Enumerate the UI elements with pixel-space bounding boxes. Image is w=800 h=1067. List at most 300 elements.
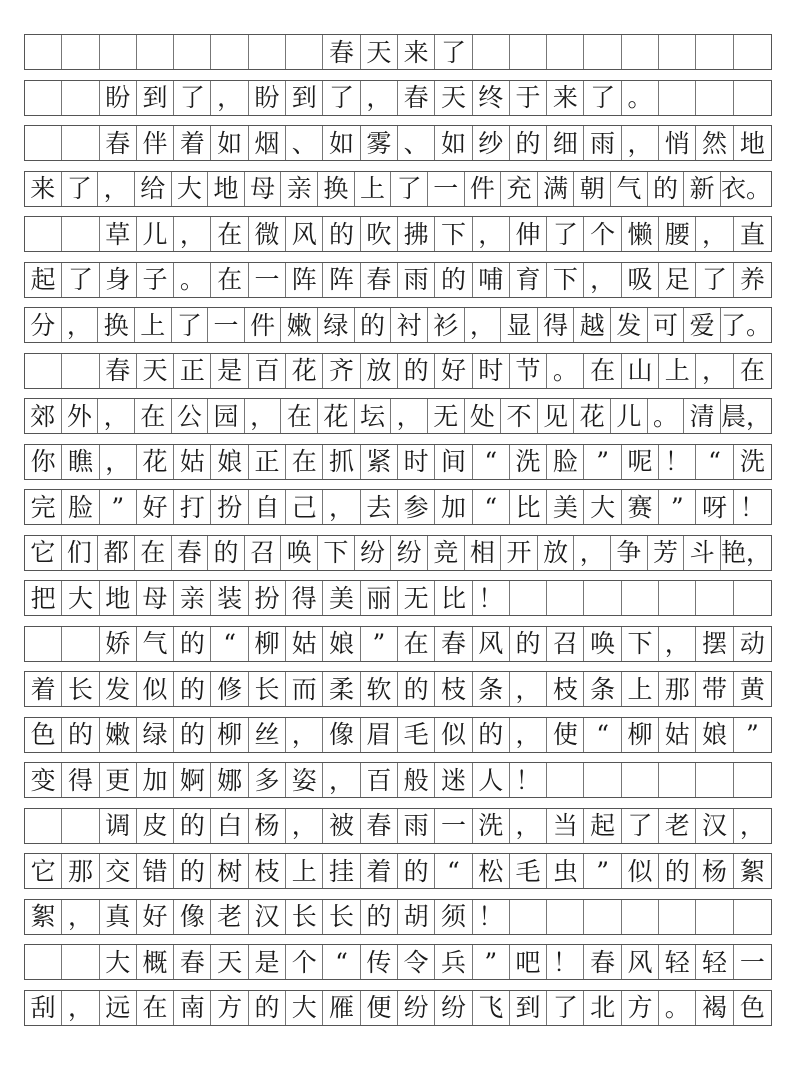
text-row <box>24 535 772 571</box>
grid-cell: 直 <box>739 219 765 249</box>
grid-cell: 育 <box>510 263 547 297</box>
text-row <box>24 762 772 798</box>
grid-cell: 拂 <box>398 217 435 251</box>
grid-cell: 错 <box>137 854 174 888</box>
grid-cell <box>62 627 99 661</box>
grid-cell: ， <box>62 900 99 934</box>
grid-cell: 上 <box>286 854 323 888</box>
grid-cell: ” <box>361 627 398 661</box>
grid-cell: 了 <box>62 172 99 206</box>
grid-cell: 像 <box>323 718 360 752</box>
grid-cell: 悄 <box>659 126 696 160</box>
grid-cell: 好 <box>137 490 174 524</box>
grid-cell: 春 <box>361 809 398 843</box>
grid-cell: 百 <box>249 354 286 388</box>
grid-cell: 变 <box>25 763 62 797</box>
grid-cell <box>62 126 99 160</box>
grid-cell <box>584 35 621 69</box>
grid-cell: 软 <box>361 672 398 706</box>
grid-cell: 的 <box>174 627 211 661</box>
grid-cell: 的 <box>174 718 211 752</box>
grid-cell: 着 <box>361 854 398 888</box>
grid-cell: 的 <box>323 217 360 251</box>
grid-cell: 外 <box>62 399 99 433</box>
grid-cell: 大 <box>286 991 323 1025</box>
grid-cell: 天 <box>361 35 398 69</box>
grid-cell: 是 <box>211 354 248 388</box>
grid-cell: 如 <box>435 126 472 160</box>
grid-cell <box>547 900 584 934</box>
grid-cell: 在 <box>398 627 435 661</box>
grid-cell: 正 <box>249 445 286 479</box>
grid-cell: 天 <box>435 81 472 115</box>
grid-cell: 上 <box>355 172 392 206</box>
grid-cell: 纱 <box>473 126 510 160</box>
grid-cell: 纷 <box>435 991 472 1025</box>
grid-cell: 腰 <box>659 217 696 251</box>
grid-cell <box>62 945 99 979</box>
grid-cell: “ <box>473 445 510 479</box>
grid-cell: 正 <box>174 354 211 388</box>
grid-cell: 的 <box>659 854 696 888</box>
grid-cell: “ <box>584 718 621 752</box>
grid-cell: ， <box>465 308 502 342</box>
grid-cell <box>547 35 584 69</box>
grid-cell: 雨 <box>398 263 435 297</box>
grid-cell: 那 <box>62 854 99 888</box>
grid-cell: 完 <box>25 490 62 524</box>
grid-cell: 似 <box>622 854 659 888</box>
grid-cell: 毛 <box>510 854 547 888</box>
grid-cell: 被 <box>323 809 360 843</box>
grid-cell <box>25 217 62 251</box>
grid-cell <box>696 581 733 615</box>
grid-cell: 上 <box>659 354 696 388</box>
grid-cell: 老 <box>211 900 248 934</box>
grid-cell: 山 <box>622 354 659 388</box>
grid-cell: 修 <box>211 672 248 706</box>
grid-cell: ， <box>323 490 360 524</box>
grid-cell: 杨 <box>249 809 286 843</box>
grid-cell: ， <box>574 536 611 570</box>
text-row <box>24 808 772 844</box>
grid-cell: 时 <box>398 445 435 479</box>
grid-cell: 如 <box>211 126 248 160</box>
grid-cell: 人 <box>473 763 510 797</box>
grid-cell: 了 <box>696 263 733 297</box>
grid-cell: 件 <box>465 172 502 206</box>
grid-cell: 白 <box>211 809 248 843</box>
grid-cell: 无 <box>428 399 465 433</box>
grid-cell: 烟 <box>249 126 286 160</box>
grid-cell: 枝 <box>547 672 584 706</box>
grid-cell: ， <box>98 399 135 433</box>
grid-cell <box>696 900 733 934</box>
grid-cell: 更 <box>100 763 137 797</box>
grid-cell: 亲 <box>174 581 211 615</box>
grid-cell: ， <box>510 672 547 706</box>
grid-cell: 不 <box>501 399 538 433</box>
text-row <box>24 171 772 207</box>
grid-cell: 婀 <box>174 763 211 797</box>
grid-cell: 松 <box>473 854 510 888</box>
grid-cell: 令 <box>398 945 435 979</box>
grid-cell: 春 <box>361 263 398 297</box>
grid-cell: 齐 <box>323 354 360 388</box>
grid-cell: 换 <box>98 308 135 342</box>
grid-cell: 唤 <box>584 627 621 661</box>
text-row <box>24 444 772 480</box>
grid-cell: 的 <box>398 672 435 706</box>
grid-cell <box>25 81 62 115</box>
grid-cell: 唤 <box>281 536 318 570</box>
grid-cell: ” <box>745 720 759 749</box>
grid-cell <box>696 35 733 69</box>
grid-cell: 赛 <box>622 490 659 524</box>
grid-cell <box>174 35 211 69</box>
grid-cell <box>473 35 510 69</box>
grid-cell: 丽 <box>361 581 398 615</box>
grid-cell: 絮 <box>739 856 765 886</box>
grid-cell: 公 <box>172 399 209 433</box>
grid-cell: 吹 <box>361 217 398 251</box>
grid-cell: 吧 <box>510 945 547 979</box>
grid-cell: 纷 <box>355 536 392 570</box>
grid-cell: 召 <box>547 627 584 661</box>
grid-cell: 装 <box>211 581 248 615</box>
text-row <box>24 216 772 252</box>
grid-cell: 了 <box>435 35 472 69</box>
grid-cell: 朝 <box>574 172 611 206</box>
grid-cell: 下 <box>435 217 472 251</box>
grid-cell: 色 <box>739 993 765 1022</box>
grid-cell: 挂 <box>323 854 360 888</box>
grid-cell: 大 <box>62 581 99 615</box>
grid-cell: 的 <box>510 627 547 661</box>
grid-cell: 懒 <box>622 217 659 251</box>
grid-cell: 春 <box>584 945 621 979</box>
text-row <box>24 307 772 343</box>
grid-cell <box>286 35 323 69</box>
grid-cell: 的 <box>435 263 472 297</box>
grid-cell: 在 <box>281 399 318 433</box>
grid-cell: 柔 <box>323 672 360 706</box>
grid-cell <box>25 627 62 661</box>
grid-cell: 抓 <box>323 445 360 479</box>
grid-cell: 在 <box>211 263 248 297</box>
grid-cell: 的 <box>62 718 99 752</box>
grid-cell: 交 <box>100 854 137 888</box>
grid-cell: 放 <box>538 536 575 570</box>
grid-cell: 虫 <box>547 854 584 888</box>
grid-cell: 微 <box>249 217 286 251</box>
grid-cell: 艳， <box>720 538 771 567</box>
grid-cell: 爱 <box>684 308 721 342</box>
grid-cell: 的 <box>174 854 211 888</box>
grid-cell: 一 <box>428 172 465 206</box>
grid-cell: 的 <box>355 308 392 342</box>
grid-cell: ！ <box>659 445 696 479</box>
grid-cell: 毛 <box>398 718 435 752</box>
grid-cell: 天 <box>211 945 248 979</box>
grid-cell: 比 <box>435 581 472 615</box>
grid-cell: 发 <box>611 308 648 342</box>
grid-cell: 时 <box>473 354 510 388</box>
grid-cell: 刮 <box>25 991 62 1025</box>
grid-cell: 传 <box>361 945 398 979</box>
grid-cell: 坛 <box>355 399 392 433</box>
grid-cell: 一 <box>249 263 286 297</box>
grid-cell: 充 <box>501 172 538 206</box>
grid-cell: 亲 <box>281 172 318 206</box>
grid-cell: 美 <box>547 490 584 524</box>
grid-cell: 的 <box>510 126 547 160</box>
grid-cell: 的 <box>361 900 398 934</box>
grid-cell: 似 <box>435 718 472 752</box>
grid-cell: 把 <box>25 581 62 615</box>
grid-cell: 娘 <box>696 718 733 752</box>
grid-cell: 上 <box>622 672 659 706</box>
grid-cell: 起 <box>25 263 62 297</box>
grid-cell: 是 <box>249 945 286 979</box>
grid-cell: 在 <box>739 356 765 385</box>
grid-cell: 调 <box>100 809 137 843</box>
grid-cell: 娘 <box>323 627 360 661</box>
grid-cell <box>622 763 659 797</box>
grid-cell <box>25 35 62 69</box>
grid-cell: 呀 <box>696 490 733 524</box>
grid-cell: 洗 <box>510 445 547 479</box>
grid-cell: 比 <box>510 490 547 524</box>
grid-cell: 真 <box>100 900 137 934</box>
grid-cell: 阵 <box>323 263 360 297</box>
grid-cell: 在 <box>135 399 172 433</box>
grid-cell: 柳 <box>211 718 248 752</box>
grid-cell: 花 <box>286 354 323 388</box>
grid-cell: 多 <box>249 763 286 797</box>
grid-cell: 间 <box>435 445 472 479</box>
grid-cell: 洗 <box>473 809 510 843</box>
grid-cell: 来 <box>398 35 435 69</box>
grid-cell: 扮 <box>211 490 248 524</box>
title-row <box>24 34 772 70</box>
grid-cell <box>659 763 696 797</box>
grid-cell: 春 <box>435 627 472 661</box>
grid-cell: 风 <box>473 627 510 661</box>
grid-cell: 得 <box>62 763 99 797</box>
grid-cell <box>659 900 696 934</box>
grid-cell: 到 <box>510 991 547 1025</box>
grid-cell: 处 <box>465 399 502 433</box>
grid-cell: 绿 <box>318 308 355 342</box>
grid-cell <box>547 763 584 797</box>
grid-cell: 杨 <box>696 854 733 888</box>
grid-cell: 的 <box>648 172 685 206</box>
grid-cell: 姑 <box>286 627 323 661</box>
grid-cell: 相 <box>465 536 502 570</box>
grid-cell: 终 <box>473 81 510 115</box>
grid-cell <box>211 35 248 69</box>
grid-cell: 都 <box>98 536 135 570</box>
grid-cell: 春 <box>174 945 211 979</box>
grid-cell: 好 <box>137 900 174 934</box>
grid-cell: 轻 <box>696 945 733 979</box>
grid-cell: 着 <box>174 126 211 160</box>
grid-cell: “ <box>211 627 248 661</box>
grid-cell <box>510 581 547 615</box>
grid-cell: 发 <box>100 672 137 706</box>
grid-cell: 见 <box>538 399 575 433</box>
text-row <box>24 853 772 889</box>
grid-cell: 汉 <box>696 809 733 843</box>
grid-cell: 条 <box>584 672 621 706</box>
grid-cell: 然 <box>696 126 733 160</box>
grid-cell: 了 <box>547 217 584 251</box>
grid-cell: 养 <box>739 265 765 294</box>
grid-cell: 下 <box>622 627 659 661</box>
grid-cell: 的 <box>249 991 286 1025</box>
grid-cell: 的 <box>398 854 435 888</box>
grid-cell: 花 <box>574 399 611 433</box>
grid-cell: 娜 <box>211 763 248 797</box>
grid-cell: 下 <box>318 536 355 570</box>
grid-cell: ， <box>286 718 323 752</box>
grid-cell <box>510 35 547 69</box>
grid-cell: 无 <box>398 581 435 615</box>
grid-cell: ” <box>473 945 510 979</box>
grid-cell: 衫 <box>428 308 465 342</box>
grid-cell: 春 <box>323 35 360 69</box>
grid-cell: 。 <box>648 399 685 433</box>
grid-cell <box>734 900 771 934</box>
grid-cell <box>696 763 733 797</box>
grid-cell: 远 <box>100 991 137 1025</box>
grid-cell: 清 <box>684 399 721 433</box>
grid-cell: 一 <box>739 947 765 977</box>
grid-cell: 丝 <box>249 718 286 752</box>
grid-cell: 在 <box>137 991 174 1025</box>
grid-cell: 们 <box>62 536 99 570</box>
text-row <box>24 580 772 616</box>
grid-cell: 母 <box>245 172 282 206</box>
grid-cell <box>62 35 99 69</box>
grid-cell: 的 <box>473 718 510 752</box>
grid-cell: 美 <box>323 581 360 615</box>
grid-cell: 足 <box>659 263 696 297</box>
grid-cell: 春 <box>100 126 137 160</box>
grid-cell: 显 <box>501 308 538 342</box>
grid-cell: 到 <box>286 81 323 115</box>
grid-cell: 在 <box>135 536 172 570</box>
grid-cell: 阵 <box>286 263 323 297</box>
grid-cell: 件 <box>245 308 282 342</box>
grid-cell: ， <box>98 172 135 206</box>
grid-cell: 召 <box>245 536 282 570</box>
grid-cell <box>137 35 174 69</box>
grid-cell: 娇 <box>100 627 137 661</box>
grid-cell: 绿 <box>137 718 174 752</box>
grid-cell: 条 <box>473 672 510 706</box>
grid-cell: 大 <box>100 945 137 979</box>
grid-cell: 郊 <box>25 399 62 433</box>
grid-cell: 洗 <box>739 447 765 476</box>
grid-cell: 迷 <box>435 763 472 797</box>
grid-cell: “ <box>323 945 360 979</box>
grid-cell: 吸 <box>622 263 659 297</box>
grid-cell: 细 <box>547 126 584 160</box>
grid-cell: ， <box>62 991 99 1025</box>
grid-cell: 嫩 <box>281 308 318 342</box>
grid-cell: 春 <box>100 354 137 388</box>
grid-cell: “ <box>435 854 472 888</box>
grid-cell: 着 <box>25 672 62 706</box>
grid-cell: 节 <box>510 354 547 388</box>
grid-cell: ， <box>510 718 547 752</box>
grid-cell: 来 <box>547 81 584 115</box>
grid-cell: ！ <box>473 581 510 615</box>
grid-cell: ， <box>245 399 282 433</box>
grid-cell: 地 <box>739 128 765 158</box>
grid-cell: ， <box>659 627 696 661</box>
grid-cell <box>734 35 771 69</box>
grid-cell: 开 <box>501 536 538 570</box>
grid-cell: 娘 <box>211 445 248 479</box>
grid-cell: 可 <box>648 308 685 342</box>
grid-cell: 在 <box>286 445 323 479</box>
grid-cell: ” <box>100 490 137 524</box>
grid-cell: 便 <box>361 991 398 1025</box>
grid-cell: 那 <box>659 672 696 706</box>
grid-cell: 自 <box>249 490 286 524</box>
grid-cell <box>659 35 696 69</box>
grid-cell: ” <box>584 854 621 888</box>
grid-cell: 动 <box>739 629 765 658</box>
grid-cell: 了 <box>62 263 99 297</box>
grid-cell: 大 <box>172 172 209 206</box>
grid-cell: 长 <box>286 900 323 934</box>
grid-cell: 脸 <box>547 445 584 479</box>
grid-cell: 树 <box>211 854 248 888</box>
grid-cell: 摆 <box>696 627 733 661</box>
grid-cell: 姑 <box>659 718 696 752</box>
grid-cell: 己 <box>286 490 323 524</box>
grid-cell: 晨， <box>720 401 771 431</box>
grid-cell: ， <box>696 354 733 388</box>
grid-cell: 。 <box>174 263 211 297</box>
grid-cell: 竞 <box>428 536 465 570</box>
grid-cell: 呢 <box>622 445 659 479</box>
grid-cell: 儿 <box>137 217 174 251</box>
grid-cell: 老 <box>659 809 696 843</box>
grid-cell <box>62 81 99 115</box>
grid-cell: 了。 <box>720 310 771 340</box>
grid-cell: 眉 <box>361 718 398 752</box>
grid-cell <box>62 809 99 843</box>
grid-cell: ！ <box>473 900 510 934</box>
grid-cell: 长 <box>323 900 360 934</box>
text-row <box>24 353 772 389</box>
grid-cell <box>622 35 659 69</box>
grid-cell: 争 <box>611 536 648 570</box>
grid-cell: 到 <box>137 81 174 115</box>
grid-cell: 草 <box>100 217 137 251</box>
grid-cell: 当 <box>547 809 584 843</box>
grid-cell: 了 <box>323 81 360 115</box>
grid-cell: ， <box>286 809 323 843</box>
grid-cell: ， <box>391 399 428 433</box>
grid-cell: 花 <box>137 445 174 479</box>
grid-cell: 个 <box>584 217 621 251</box>
